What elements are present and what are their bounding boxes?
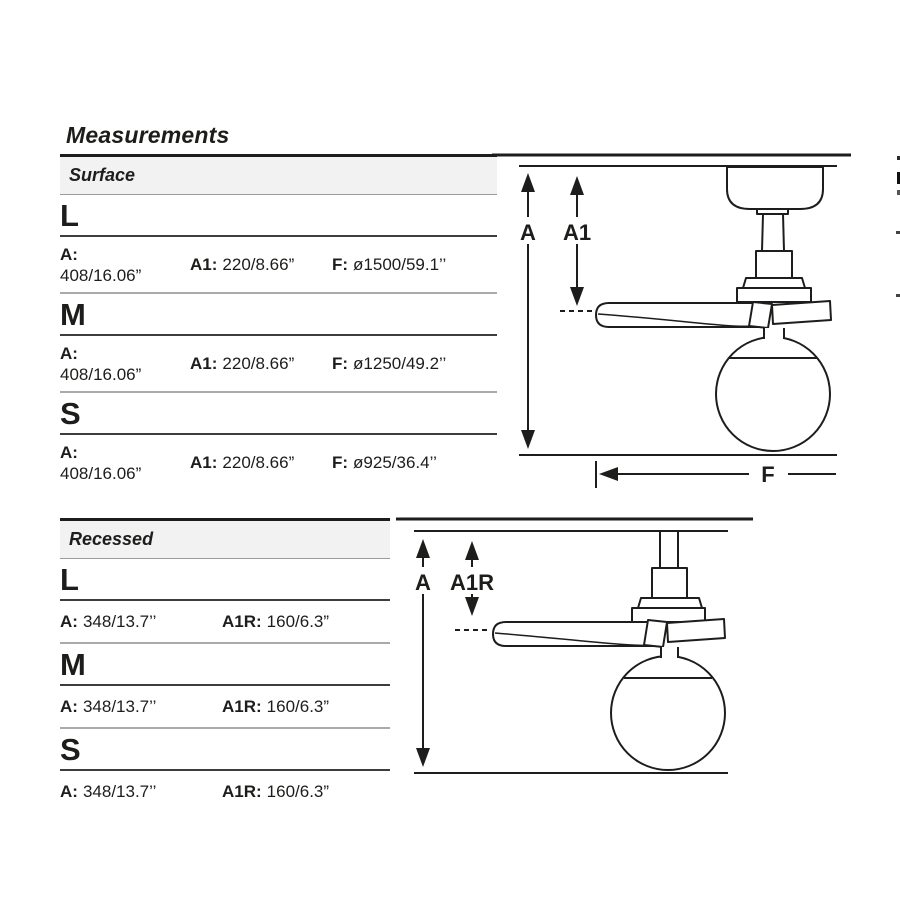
surface-table-header: Surface bbox=[60, 154, 497, 195]
measurement-a: A: 408/16.06” bbox=[60, 244, 142, 285]
right-blade bbox=[772, 301, 831, 324]
blade-hub bbox=[749, 302, 772, 328]
blade-hub bbox=[644, 620, 667, 647]
globe-light bbox=[716, 328, 830, 451]
motor-coupling bbox=[756, 251, 792, 278]
measurement-a1r: A1R: 160/6.3” bbox=[222, 611, 330, 631]
size-row-s: S bbox=[60, 393, 497, 435]
table-row bbox=[60, 435, 497, 490]
right-blade bbox=[667, 619, 725, 642]
globe bbox=[611, 656, 725, 770]
measurement-a: A: 408/16.06” bbox=[60, 343, 142, 384]
surface-mount-diagram bbox=[488, 148, 854, 494]
dimension-f-label: F bbox=[761, 462, 775, 487]
canopy bbox=[727, 167, 823, 209]
recessed-table-header: Recessed bbox=[60, 518, 390, 559]
edge-artifact bbox=[896, 294, 900, 297]
size-row-m: M bbox=[60, 644, 390, 686]
surface-measurements-table bbox=[60, 154, 497, 490]
edge-artifact bbox=[896, 231, 900, 234]
size-row-m: M bbox=[60, 294, 497, 336]
motor-flange-top bbox=[638, 598, 702, 608]
motor-coupling bbox=[652, 568, 687, 598]
arrow-down-icon bbox=[570, 287, 584, 306]
globe-light bbox=[611, 647, 725, 770]
size-row-l: L bbox=[60, 195, 497, 237]
globe-neck-mask bbox=[662, 647, 677, 658]
motor-flange-top bbox=[743, 278, 805, 288]
arrow-down-icon bbox=[521, 430, 535, 449]
fan-rod-and-motor bbox=[632, 531, 705, 622]
measurement-a1: A1: 220/8.66” bbox=[190, 353, 295, 373]
measurement-f: F: ø925/36.4’’ bbox=[332, 452, 437, 472]
dimension-f bbox=[596, 461, 836, 488]
recessed-mount-diagram bbox=[393, 503, 760, 793]
measurement-a1: A1: 220/8.66” bbox=[190, 452, 295, 472]
dimension-a1-label: A1 bbox=[562, 220, 592, 245]
dimension-a1r bbox=[446, 541, 498, 630]
dimension-a1r-label: A1R bbox=[449, 570, 495, 595]
table-row bbox=[60, 686, 390, 729]
size-row-l: L bbox=[60, 559, 390, 601]
left-blade bbox=[596, 303, 760, 327]
dimension-a bbox=[516, 173, 540, 449]
arrow-up-icon bbox=[521, 173, 535, 192]
globe-neck-mask bbox=[765, 328, 783, 339]
measurement-a: A: 348/13.7’’ bbox=[60, 781, 157, 801]
dimension-a-label: A bbox=[415, 570, 431, 595]
table-row bbox=[60, 336, 497, 393]
arrow-down-icon bbox=[465, 597, 479, 616]
downrod bbox=[762, 214, 784, 251]
arrow-left-icon bbox=[599, 467, 618, 481]
measurement-a: A: 348/13.7’’ bbox=[60, 611, 157, 631]
measurement-f: F: ø1500/59.1’’ bbox=[332, 254, 447, 274]
recessed-rod bbox=[660, 531, 678, 568]
arrow-up-icon bbox=[570, 176, 584, 195]
table-row bbox=[60, 601, 390, 644]
arrow-up-icon bbox=[416, 539, 430, 558]
left-blade bbox=[493, 622, 655, 646]
motor-flange bbox=[632, 608, 705, 622]
fan-canopy-and-motor bbox=[727, 167, 823, 302]
size-row-s: S bbox=[60, 729, 390, 771]
measurement-a: A: 348/13.7’’ bbox=[60, 696, 157, 716]
dimension-a bbox=[411, 539, 435, 767]
fan-blades bbox=[493, 619, 725, 647]
arrow-up-icon bbox=[465, 541, 479, 560]
dimension-a1 bbox=[559, 176, 595, 311]
measurement-a: A: 408/16.06” bbox=[60, 442, 142, 483]
table-row bbox=[60, 237, 497, 294]
measurement-a1r: A1R: 160/6.3” bbox=[222, 781, 330, 801]
recessed-measurements-table bbox=[60, 518, 390, 812]
fan-blades bbox=[596, 301, 831, 328]
motor-flange bbox=[737, 288, 811, 302]
dimension-a-label: A bbox=[520, 220, 536, 245]
page-title: Measurements bbox=[66, 122, 230, 148]
globe bbox=[716, 337, 830, 451]
arrow-down-icon bbox=[416, 748, 430, 767]
measurement-a1: A1: 220/8.66” bbox=[190, 254, 295, 274]
measurement-a1r: A1R: 160/6.3” bbox=[222, 696, 330, 716]
measurement-f: F: ø1250/49.2’’ bbox=[332, 353, 447, 373]
table-row bbox=[60, 771, 390, 812]
